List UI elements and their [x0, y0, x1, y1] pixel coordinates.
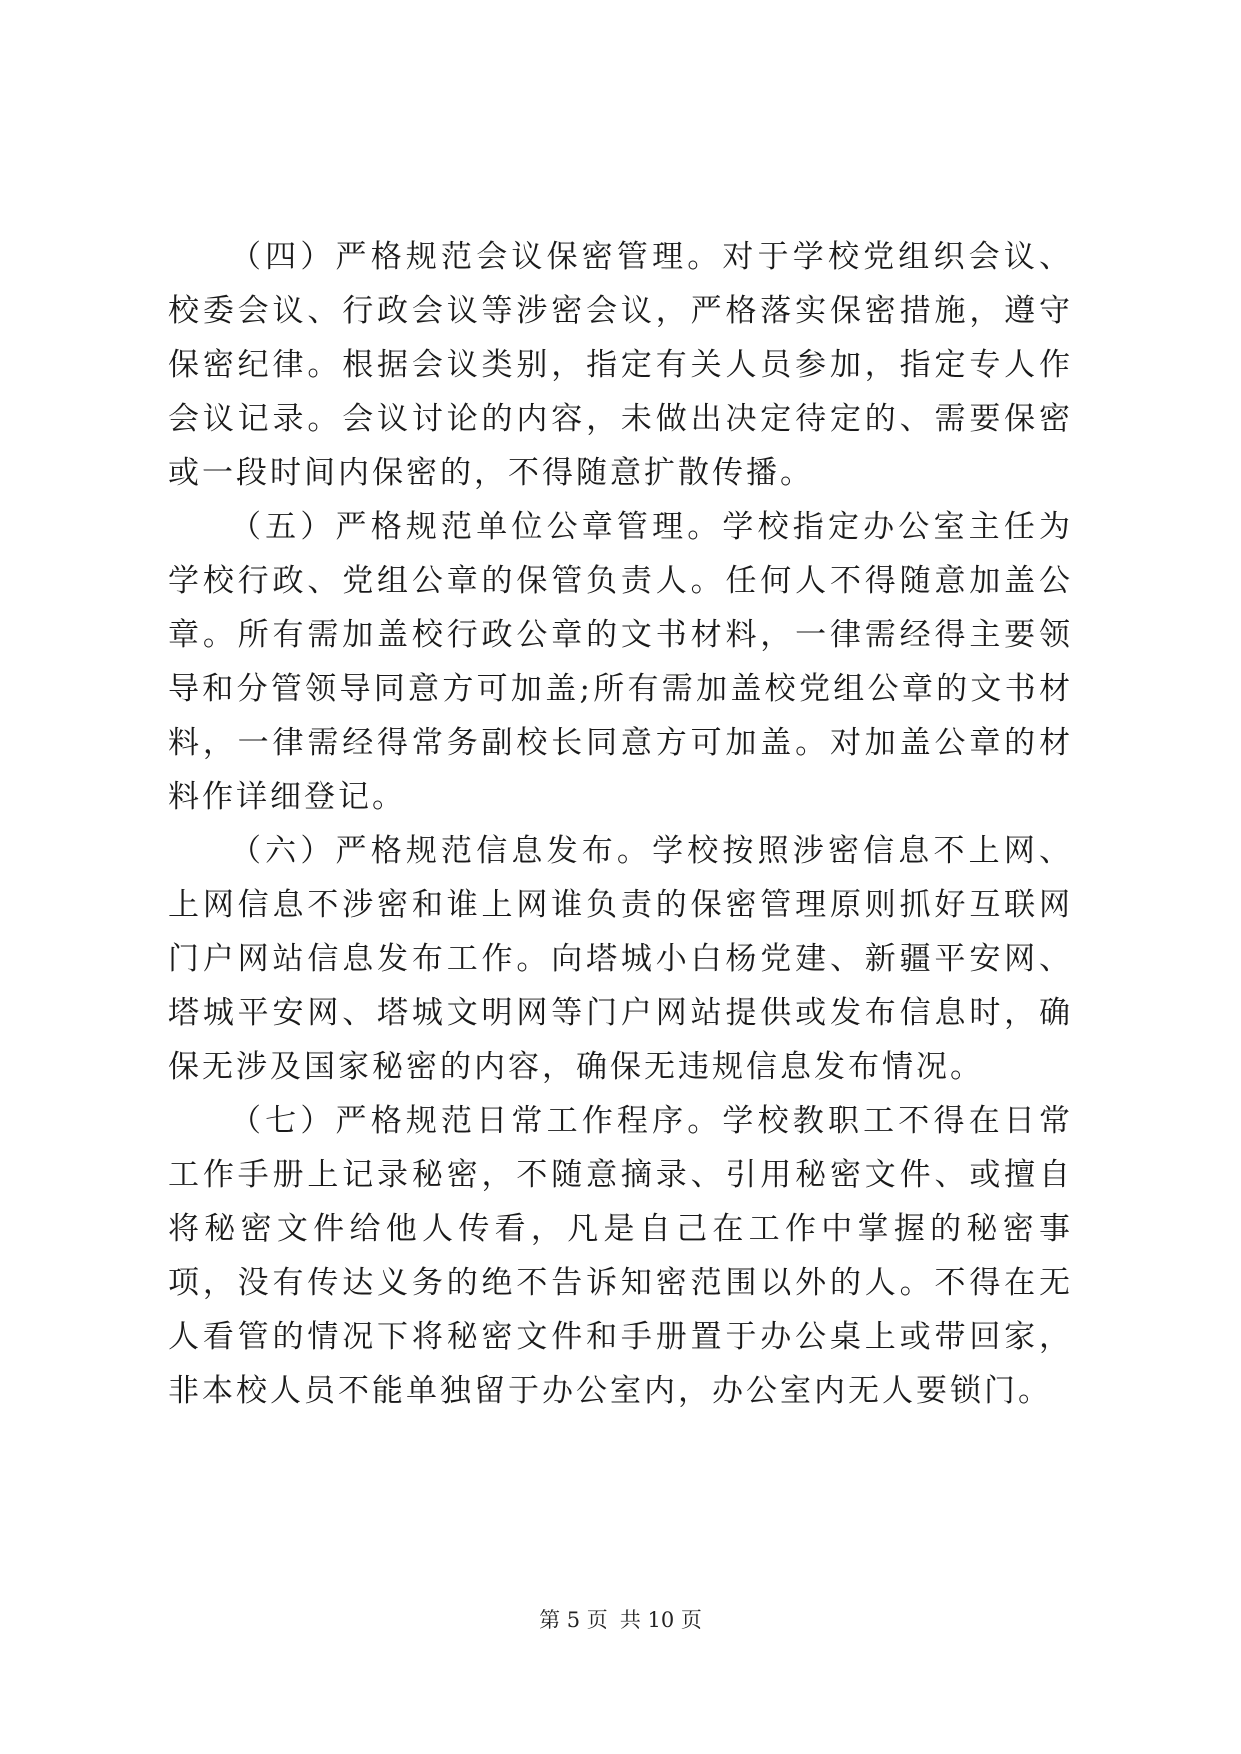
paragraph-daily-work-procedure: （七）严格规范日常工作程序。学校教职工不得在日常工作手册上记录秘密，不随意摘录、引用秘密文件、或擅自将秘密文件给他人传看，凡是自己在工作中掌握的秘密事项，没有传达义务的绝不告诉知密范围以外的人。不得在无人看管的情况下将秘密文件和手册置于办公桌上或带回家，非本校人员不能单独留于办公室内，办公室内无人要锁门。: [168, 1103, 1073, 1409]
page-footer: [0, 1605, 1241, 1635]
paragraph-information-release: （六）严格规范信息发布。学校按照涉密信息不上网、上网信息不涉密和谁上网谁负责的保密管理原则抓好互联网门户网站信息发布工作。向塔城小白杨党建、新疆平安网、塔城平安网、塔城文明网等门户网站提供或发布信息时，确保无涉及国家秘密的内容，确保无违规信息发布情况。: [168, 833, 1073, 1085]
document-body: [168, 230, 1073, 1418]
page-number: 第 5 页: [539, 1608, 608, 1632]
paragraph-meeting-confidentiality: （四）严格规范会议保密管理。对于学校党组织会议、校委会议、行政会议等涉密会议，严格落实保密措施，遵守保密纪律。根据会议类别，指定有关人员参加，指定专人作会议记录。会议讨论的内容，未做出决定待定的、需要保密或一段时间内保密的，不得随意扩散传播。: [168, 239, 1073, 491]
page-total: 共 10 页: [619, 1608, 702, 1632]
paragraph-official-seal-management: （五）严格规范单位公章管理。学校指定办公室主任为学校行政、党组公章的保管负责人。任何人不得随意加盖公章。所有需加盖校行政公章的文书材料，一律需经得主要领导和分管领导同意方可加盖;所有需加盖校党组公章的文书材料，一律需经得常务副校长同意方可加盖。对加盖公章的材料作详细登记。: [168, 509, 1073, 815]
